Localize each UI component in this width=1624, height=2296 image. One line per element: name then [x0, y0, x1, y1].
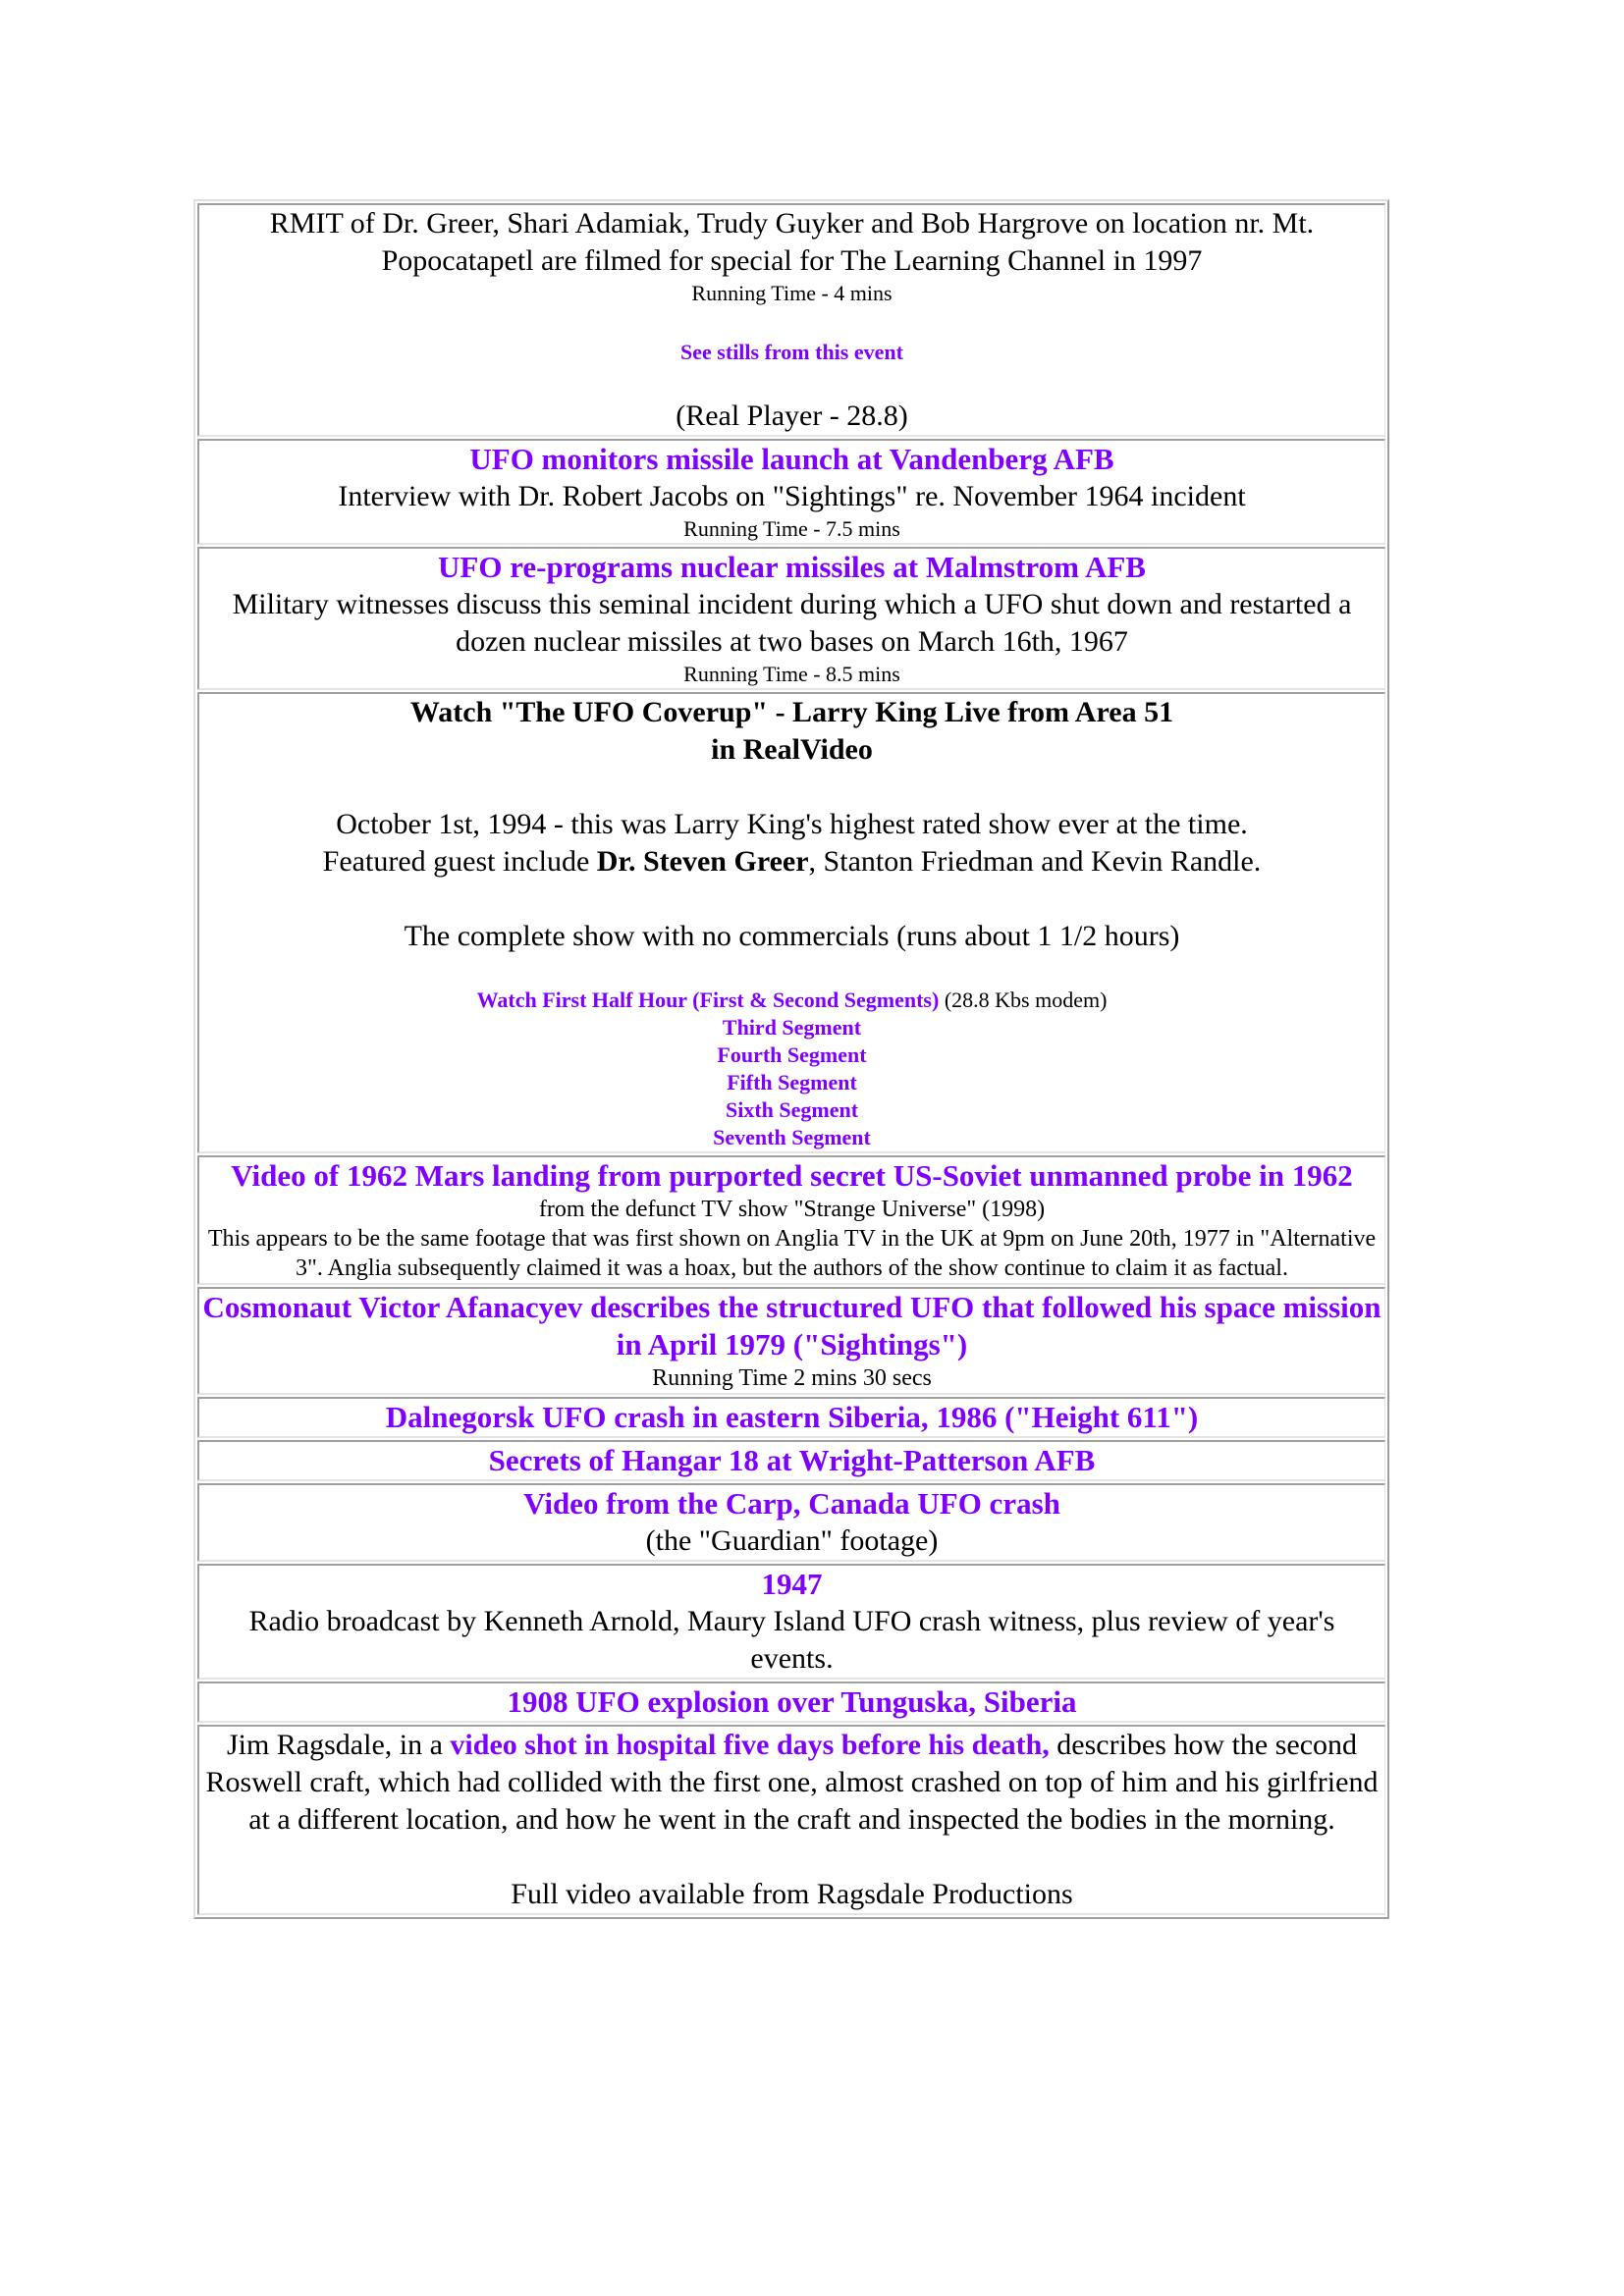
sixth-segment-link[interactable]: Sixth Segment: [725, 1097, 859, 1122]
row-description: RMIT of Dr. Greer, Shari Adamiak, Trudy Guyker and Bob Hargrove on location nr. Mt. Popocatapetl are filmed for special for The Learning Channel in 1997: [269, 207, 1315, 277]
complete-show-note: The complete show with no commercials (runs about 1 1/2 hours): [404, 920, 1180, 952]
third-segment-link[interactable]: Third Segment: [722, 1015, 862, 1040]
table-row: [197, 1287, 1385, 1395]
row-description: (the "Guardian" footage): [645, 1524, 939, 1557]
table-row: [197, 1564, 1385, 1680]
running-time: Running Time - 4 mins: [691, 281, 893, 305]
mars-landing-video-link[interactable]: Video of 1962 Mars landing from purported secret US-Soviet unmanned probe in 1962: [231, 1158, 1353, 1193]
row-description: Military witnesses discuss this seminal incident during which a UFO shut down and restarted a dozen nuclear missiles at two bases on March 16th, 1967: [232, 588, 1352, 658]
table-row: [197, 439, 1385, 545]
dalnegorsk-video-link[interactable]: Dalnegorsk UFO crash in eastern Siberia, 1986 ("Height 611"): [385, 1400, 1199, 1434]
fourth-segment-link[interactable]: Fourth Segment: [717, 1042, 867, 1067]
dalnegorsk-cell: [197, 1397, 1385, 1438]
popocatapetl-cell: [197, 203, 1385, 437]
table-row: [197, 1725, 1385, 1915]
table-row: [197, 1682, 1385, 1723]
ragsdale-cell: [197, 1725, 1385, 1915]
larry-king-cell: [197, 692, 1385, 1153]
table-row: [197, 1155, 1385, 1285]
row-description: Interview with Dr. Robert Jacobs on "Sightings" re. November 1964 incident: [338, 480, 1246, 512]
cosmonaut-video-link[interactable]: Cosmonaut Victor Afanacyev describes the structured UFO that followed his space mission in April 1979 ("Sightings"): [202, 1290, 1381, 1362]
carp-canada-cell: [197, 1483, 1385, 1562]
carp-canada-video-link[interactable]: Video from the Carp, Canada UFO crash: [523, 1486, 1060, 1521]
real-player-note: (Real Player - 28.8): [676, 400, 908, 432]
first-half-line: [200, 987, 1383, 1014]
table-row: [197, 1483, 1385, 1562]
modem-note: (28.8 Kbs modem): [939, 988, 1108, 1012]
year-1947-cell: [197, 1564, 1385, 1680]
ragsdale-productions-note: Full video available from Ragsdale Productions: [511, 1878, 1073, 1910]
row-description: Jim Ragsdale, in a video shot in hospital five days before his death, describes how the second Roswell craft, which had collided with the first one, almost crashed on top of him and his girlfriend at a different location, and how he went in the craft and inspected the bodies in the morning.: [205, 1729, 1379, 1836]
row-description: This appears to be the same footage that was first shown on Anglia TV in the UK at 9pm on June 20th, 1977 in "Alternative 3". Anglia subsequently claimed it was a hoax, but the authors of the show continue to claim it as factual.: [207, 1226, 1377, 1281]
tunguska-cell: [197, 1682, 1385, 1723]
source-note: from the defunct TV show "Strange Universe" (1998): [538, 1197, 1046, 1222]
vandenberg-video-link[interactable]: UFO monitors missile launch at Vandenberg AFB: [469, 442, 1114, 476]
video-listing-table: [193, 199, 1389, 1919]
table-row: [197, 203, 1385, 437]
table-row: [197, 1440, 1385, 1481]
table-row: [197, 1397, 1385, 1438]
see-stills-link[interactable]: See stills from this event: [680, 340, 903, 364]
running-time: Running Time - 7.5 mins: [683, 516, 900, 541]
hangar-18-cell: [197, 1440, 1385, 1481]
mars-landing-cell: [197, 1155, 1385, 1285]
seventh-segment-link[interactable]: Seventh Segment: [713, 1125, 871, 1149]
running-time: Running Time 2 mins 30 secs: [652, 1365, 932, 1391]
fifth-segment-link[interactable]: Fifth Segment: [727, 1070, 857, 1095]
table-row: [197, 547, 1385, 690]
ragsdale-hospital-video-link[interactable]: video shot in hospital five days before his death,: [450, 1729, 1050, 1761]
row-description: October 1st, 1994 - this was Larry King's highest rated show ever at the time. Featured guest include Dr. Steven Greer, Stanton Friedman and Kevin Randle.: [322, 808, 1262, 878]
malmstrom-video-link[interactable]: UFO re-programs nuclear missiles at Malmstrom AFB: [438, 550, 1146, 584]
row-description: Radio broadcast by Kenneth Arnold, Maury Island UFO crash witness, plus review of year's events.: [248, 1605, 1335, 1675]
malmstrom-cell: [197, 547, 1385, 690]
hangar-18-video-link[interactable]: Secrets of Hangar 18 at Wright-Patterson AFB: [488, 1443, 1096, 1477]
tunguska-video-link[interactable]: 1908 UFO explosion over Tunguska, Siberia: [507, 1684, 1077, 1719]
running-time: Running Time - 8.5 mins: [683, 662, 900, 686]
first-half-hour-link[interactable]: Watch First Half Hour (First & Second Segments): [476, 988, 940, 1012]
year-1947-link[interactable]: 1947: [761, 1567, 823, 1601]
cosmonaut-cell: [197, 1287, 1385, 1395]
guest-name: Dr. Steven Greer: [596, 845, 809, 878]
table-row: [197, 692, 1385, 1153]
vandenberg-cell: [197, 439, 1385, 545]
larry-king-heading: Watch "The UFO Coverup" - Larry King Live from Area 51 in RealVideo: [409, 696, 1174, 766]
